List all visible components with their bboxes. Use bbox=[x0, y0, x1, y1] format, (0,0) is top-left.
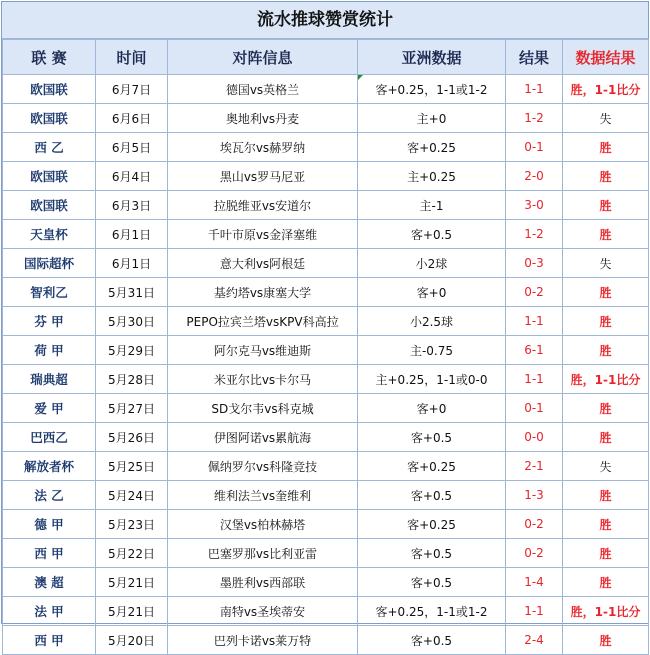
table-row bbox=[3, 75, 649, 104]
data-result-cell: 胜 bbox=[563, 423, 649, 452]
match-cell: 佩纳罗尔vs科隆竞技 bbox=[168, 452, 358, 481]
match-cell: 意大利vs阿根廷 bbox=[168, 249, 358, 278]
table-row bbox=[3, 568, 649, 597]
result-cell: 1-1 bbox=[506, 307, 563, 336]
match-cell: 奥地利vs丹麦 bbox=[168, 104, 358, 133]
stats-table bbox=[2, 39, 649, 655]
data-result-cell: 胜 bbox=[563, 481, 649, 510]
data-result-cell: 胜，1-1比分 bbox=[563, 75, 649, 104]
match-cell: 汉堡vs柏林赫塔 bbox=[168, 510, 358, 539]
asian-data-cell: 小2球 bbox=[358, 249, 506, 278]
result-cell: 1-3 bbox=[506, 481, 563, 510]
data-result-cell: 胜 bbox=[563, 539, 649, 568]
time-cell: 6月7日 bbox=[96, 75, 168, 104]
table-row bbox=[3, 220, 649, 249]
match-cell: 南特vs圣埃蒂安 bbox=[168, 597, 358, 626]
data-result-cell: 胜 bbox=[563, 568, 649, 597]
league-cell: 法 乙 bbox=[3, 481, 96, 510]
data-result-cell: 胜 bbox=[563, 133, 649, 162]
match-cell: 拉脱维亚vs安道尔 bbox=[168, 191, 358, 220]
league-cell: 澳 超 bbox=[3, 568, 96, 597]
table-row bbox=[3, 336, 649, 365]
table-row bbox=[3, 539, 649, 568]
league-cell: 欧国联 bbox=[3, 191, 96, 220]
time-cell: 5月24日 bbox=[96, 481, 168, 510]
result-cell: 0-1 bbox=[506, 133, 563, 162]
time-cell: 5月25日 bbox=[96, 452, 168, 481]
league-cell: 欧国联 bbox=[3, 162, 96, 191]
table-row bbox=[3, 133, 649, 162]
data-result-cell: 胜 bbox=[563, 626, 649, 655]
league-cell: 智利乙 bbox=[3, 278, 96, 307]
stats-panel bbox=[1, 1, 649, 648]
time-cell: 6月4日 bbox=[96, 162, 168, 191]
header-result: 结果 bbox=[506, 40, 563, 75]
table-row bbox=[3, 365, 649, 394]
match-cell: SD戈尔韦vs科克城 bbox=[168, 394, 358, 423]
time-cell: 5月30日 bbox=[96, 307, 168, 336]
asian-data-cell: 客+0.5 bbox=[358, 423, 506, 452]
time-cell: 5月22日 bbox=[96, 539, 168, 568]
result-cell: 0-2 bbox=[506, 510, 563, 539]
table-row bbox=[3, 394, 649, 423]
time-cell: 5月26日 bbox=[96, 423, 168, 452]
league-cell: 西 乙 bbox=[3, 133, 96, 162]
header-match: 对阵信息 bbox=[168, 40, 358, 75]
league-cell: 欧国联 bbox=[3, 104, 96, 133]
table-body bbox=[3, 75, 649, 655]
league-cell: 德 甲 bbox=[3, 510, 96, 539]
league-cell: 瑞典超 bbox=[3, 365, 96, 394]
data-result-cell: 胜 bbox=[563, 336, 649, 365]
league-cell: 芬 甲 bbox=[3, 307, 96, 336]
asian-data-cell: 客+0.25 bbox=[358, 510, 506, 539]
data-result-cell: 失 bbox=[563, 104, 649, 133]
match-cell: PEPO拉宾兰塔vsKPV科高拉 bbox=[168, 307, 358, 336]
result-cell: 2-0 bbox=[506, 162, 563, 191]
match-cell: 米亚尔比vs卡尔马 bbox=[168, 365, 358, 394]
asian-data-cell: 主+0.25，1-1或0-0 bbox=[358, 365, 506, 394]
data-result-cell: 胜 bbox=[563, 307, 649, 336]
data-result-cell: 胜 bbox=[563, 278, 649, 307]
data-result-cell: 胜 bbox=[563, 191, 649, 220]
result-cell: 1-4 bbox=[506, 568, 563, 597]
asian-data-cell: 客+0.5 bbox=[358, 626, 506, 655]
header-asian: 亚洲数据 bbox=[358, 40, 506, 75]
table-row bbox=[3, 481, 649, 510]
asian-data-cell: 客+0 bbox=[358, 394, 506, 423]
table-row bbox=[3, 423, 649, 452]
result-cell: 1-2 bbox=[506, 220, 563, 249]
data-result-cell: 胜，1-1比分 bbox=[563, 597, 649, 626]
table-row bbox=[3, 626, 649, 655]
asian-data-cell: 客+0 bbox=[358, 278, 506, 307]
data-result-cell: 失 bbox=[563, 249, 649, 278]
time-cell: 5月21日 bbox=[96, 597, 168, 626]
data-result-cell: 胜 bbox=[563, 162, 649, 191]
result-cell: 0-0 bbox=[506, 423, 563, 452]
match-cell: 巴塞罗那vs比利亚雷 bbox=[168, 539, 358, 568]
match-cell: 黑山vs罗马尼亚 bbox=[168, 162, 358, 191]
header-time: 时间 bbox=[96, 40, 168, 75]
asian-data-cell: 客+0.25 bbox=[358, 133, 506, 162]
table-row bbox=[3, 510, 649, 539]
result-cell: 1-2 bbox=[506, 104, 563, 133]
header-data-result: 数据结果 bbox=[563, 40, 649, 75]
match-cell: 德国vs英格兰 bbox=[168, 75, 358, 104]
data-result-cell: 失 bbox=[563, 452, 649, 481]
league-cell: 法 甲 bbox=[3, 597, 96, 626]
league-cell: 解放者杯 bbox=[3, 452, 96, 481]
result-cell: 0-2 bbox=[506, 278, 563, 307]
time-cell: 5月23日 bbox=[96, 510, 168, 539]
time-cell: 6月5日 bbox=[96, 133, 168, 162]
time-cell: 5月29日 bbox=[96, 336, 168, 365]
match-cell: 基约塔vs康塞大学 bbox=[168, 278, 358, 307]
league-cell: 欧国联 bbox=[3, 75, 96, 104]
league-cell: 天皇杯 bbox=[3, 220, 96, 249]
table-row bbox=[3, 191, 649, 220]
match-cell: 阿尔克马vs维迪斯 bbox=[168, 336, 358, 365]
league-cell: 荷 甲 bbox=[3, 336, 96, 365]
league-cell: 爱 甲 bbox=[3, 394, 96, 423]
asian-data-cell: 客+0.5 bbox=[358, 481, 506, 510]
result-cell: 1-1 bbox=[506, 365, 563, 394]
table-row bbox=[3, 307, 649, 336]
time-cell: 6月6日 bbox=[96, 104, 168, 133]
league-cell: 西 甲 bbox=[3, 539, 96, 568]
table-row bbox=[3, 249, 649, 278]
result-cell: 1-1 bbox=[506, 597, 563, 626]
time-cell: 5月21日 bbox=[96, 568, 168, 597]
result-cell: 2-1 bbox=[506, 452, 563, 481]
asian-data-cell: 客+0.5 bbox=[358, 539, 506, 568]
data-result-cell: 胜 bbox=[563, 220, 649, 249]
result-cell: 0-3 bbox=[506, 249, 563, 278]
match-cell: 伊图阿诺vs累航海 bbox=[168, 423, 358, 452]
result-cell: 0-2 bbox=[506, 539, 563, 568]
asian-data-cell: 客+0.25，1-1或1-2 bbox=[358, 597, 506, 626]
asian-data-cell: 小2.5球 bbox=[358, 307, 506, 336]
result-cell: 1-1 bbox=[506, 75, 563, 104]
table-row bbox=[3, 162, 649, 191]
time-cell: 6月1日 bbox=[96, 220, 168, 249]
asian-data-cell: 客+0.5 bbox=[358, 220, 506, 249]
time-cell: 5月28日 bbox=[96, 365, 168, 394]
asian-data-cell: 主+0.25 bbox=[358, 162, 506, 191]
asian-data-cell: 客+0.25 bbox=[358, 452, 506, 481]
result-cell: 2-4 bbox=[506, 626, 563, 655]
league-cell: 西 甲 bbox=[3, 626, 96, 655]
league-cell: 国际超杯 bbox=[3, 249, 96, 278]
match-cell: 巴列卡诺vs莱万特 bbox=[168, 626, 358, 655]
result-cell: 0-1 bbox=[506, 394, 563, 423]
table-header-row bbox=[3, 40, 649, 75]
match-cell: 维利法兰vs奎维利 bbox=[168, 481, 358, 510]
asian-data-cell: 客+0.5 bbox=[358, 568, 506, 597]
data-result-cell: 胜 bbox=[563, 510, 649, 539]
result-cell: 6-1 bbox=[506, 336, 563, 365]
asian-data-cell: 客+0.25，1-1或1-2 bbox=[358, 75, 506, 104]
result-cell: 3-0 bbox=[506, 191, 563, 220]
page-title: 流水推球赞赏统计 bbox=[2, 2, 648, 39]
time-cell: 6月1日 bbox=[96, 249, 168, 278]
time-cell: 6月3日 bbox=[96, 191, 168, 220]
time-cell: 5月31日 bbox=[96, 278, 168, 307]
table-row bbox=[3, 452, 649, 481]
time-cell: 5月27日 bbox=[96, 394, 168, 423]
table-row bbox=[3, 104, 649, 133]
data-result-cell: 胜 bbox=[563, 394, 649, 423]
asian-data-cell: 主-1 bbox=[358, 191, 506, 220]
time-cell: 5月20日 bbox=[96, 626, 168, 655]
header-league: 联 赛 bbox=[3, 40, 96, 75]
data-result-cell: 胜，1-1比分 bbox=[563, 365, 649, 394]
match-cell: 埃瓦尔vs赫罗纳 bbox=[168, 133, 358, 162]
match-cell: 墨胜利vs西部联 bbox=[168, 568, 358, 597]
table-row bbox=[3, 278, 649, 307]
match-cell: 千叶市原vs金泽塞维 bbox=[168, 220, 358, 249]
asian-data-cell: 主+0 bbox=[358, 104, 506, 133]
asian-data-cell: 主-0.75 bbox=[358, 336, 506, 365]
league-cell: 巴西乙 bbox=[3, 423, 96, 452]
table-row bbox=[3, 597, 649, 626]
